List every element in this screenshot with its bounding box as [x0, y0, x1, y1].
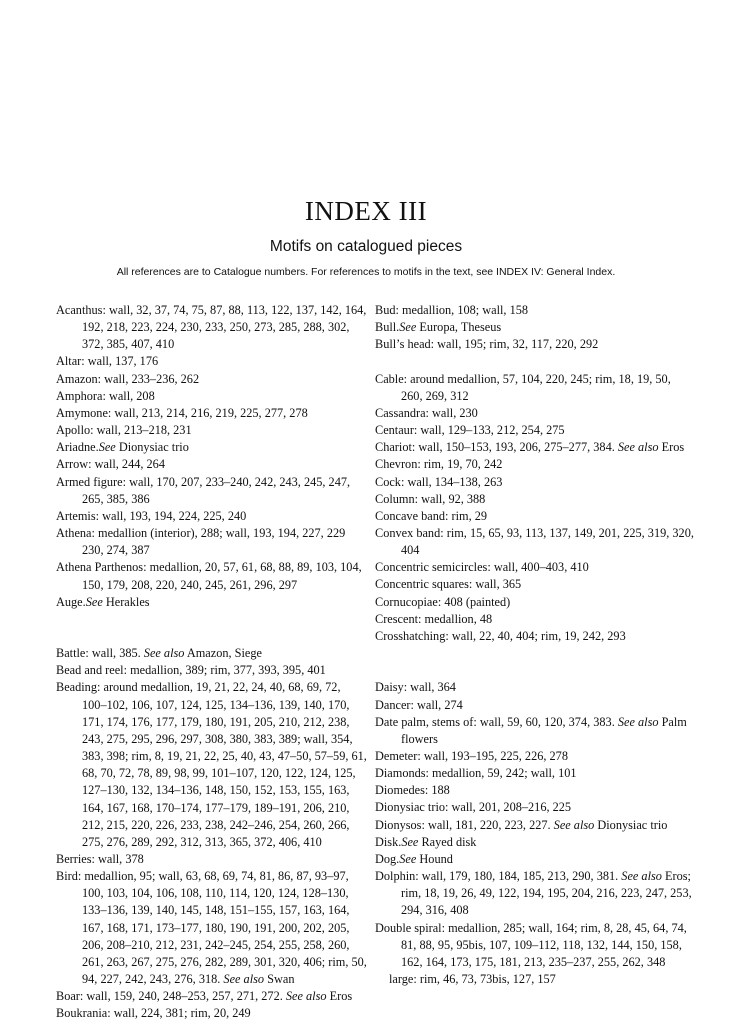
section-gap [375, 662, 695, 679]
index-references: wall, 32, 37, 74, 75, 87, 88, 113, 122, 137, 142, 164, 192, 218, 223, 224, 230, 233, 250, 273, 285, 288, 302, 372, 385, 407, 410 [82, 303, 367, 352]
index-term: Demeter: [375, 749, 421, 764]
index-references: Herakles [102, 594, 150, 609]
index-term: Arrow: [56, 457, 92, 472]
index-entry [375, 714, 695, 748]
index-references: rim, 19, 70, 242 [420, 457, 503, 472]
index-references: medallion, 20, 57, 61, 68, 88, 89, 103, 104, 150, 179, 208, 220, 240, 245, 261, 296, 297 [82, 560, 362, 592]
index-term: Concentric squares: [375, 577, 473, 592]
cross-reference-label: See [98, 440, 116, 455]
index-entry [375, 782, 695, 799]
index-references: wall, 193–195, 225, 226, 278 [420, 749, 568, 764]
index-column-left [56, 302, 368, 1023]
index-entry [375, 302, 695, 319]
section-gap [56, 611, 368, 628]
index-references: wall, 134–138, 263 [404, 474, 503, 489]
index-entry [375, 817, 695, 834]
cross-reference-label: See also [617, 714, 659, 729]
index-references: wall, 201, 208–216, 225 [448, 800, 572, 815]
index-term: Armed figure: [56, 474, 126, 489]
index-entry [375, 834, 695, 851]
index-term: Bull’s head: [375, 337, 435, 352]
index-references: medallion, 95; wall, 63, 68, 69, 74, 81, 86, 87, 93–97, 100, 103, 104, 106, 108, 110, 114, 120, 124, 128–130, 133–136, 139, 140, 145, 148, 151–155, 157, 163, 164, 167, 168, 171, 173–177, 180, 190, 191, 200, 202, 205, 206, 208–210, 212, 231, 242–245, 254, 255, 258, 260, 261, 263, 267, 275, 276, 282, 289, 301, 320, 406; rim, 50, 94, 227, 242, 243, 276, 318. [81, 869, 367, 987]
section-gap [375, 353, 695, 370]
index-references: 188 [428, 783, 450, 798]
index-term: Dog. [375, 851, 400, 866]
index-term: Auge. [56, 594, 86, 609]
index-references: wall, 137, 176 [84, 354, 159, 369]
index-term: Column: [375, 491, 419, 506]
index-entry [56, 594, 368, 611]
index-entry [375, 422, 695, 439]
index-references: wall, 159, 240, 248–253, 257, 271, 272. [83, 989, 286, 1004]
index-references: wall, 244, 264 [91, 457, 165, 472]
index-entry [56, 851, 368, 868]
page-subtitle: Motifs on catalogued pieces [269, 238, 463, 255]
index-references: rim, 46, 73, 73bis, 127, 157 [416, 972, 556, 987]
index-term: Daisy: [375, 680, 408, 695]
index-references: wall, 233–236, 262 [101, 371, 200, 386]
index-references: around medallion, 19, 21, 22, 24, 40, 68, 69, 72, 100–102, 106, 107, 124, 125, 134–136, 139, 140, 170, 171, 174, 176, 177, 179, 180, 191, 205, 210, 212, 238, 243, 275, 295, 296, 297, 308, 380, 383, 389; wall, 354, 383, 398; rim, 8, 19, 21, 22, 25, 40, 43, 47–50, 57–59, 61, 68, 70, 72, 78, 89, 98, 99, 101–107, 120, 122, 124, 125, 127–130, 132, 134–136, 148, 150, 152, 153, 155, 163, 164, 167, 168, 170–174, 177–179, 189–191, 206, 210, 212, 215, 220, 226, 233, 238, 242–246, 254, 260, 266, 275, 276, 289, 292, 312, 313, 365, 372, 406, 410 [82, 680, 367, 849]
index-references: wall, 179, 180, 184, 185, 213, 290, 381. [418, 869, 622, 884]
index-term: Amphora: [56, 388, 106, 403]
index-term: Altar: [56, 354, 85, 369]
index-term: Date palm, stems of: [375, 714, 477, 729]
index-references: rim, 29 [448, 508, 488, 523]
index-entry [375, 456, 695, 473]
index-term: Artemis: [56, 508, 100, 523]
cross-reference-label: See also [223, 972, 265, 987]
index-references: wall, 365 [472, 577, 522, 592]
index-references: medallion (interior), 288; wall, 193, 194, 227, 229 230, 274, 387 [82, 526, 346, 558]
index-references: around medallion, 57, 104, 220, 245; rim, 18, 19, 50, 260, 269, 312 [401, 371, 671, 403]
index-term: large: [389, 972, 417, 987]
cross-reference-label: See also [621, 869, 662, 884]
index-entry [375, 868, 695, 919]
index-term: Athena: [56, 526, 95, 541]
index-entry [375, 920, 695, 971]
index-references: wall, 378 [94, 851, 144, 866]
index-term: Amazon: [56, 371, 102, 386]
index-entry [56, 988, 368, 1005]
index-term: Chariot: [375, 440, 416, 455]
index-entry [375, 679, 695, 696]
cross-reference-label: See [399, 320, 417, 335]
index-term: Dancer: [375, 697, 414, 712]
index-entry [375, 765, 695, 782]
index-entry [375, 439, 695, 456]
index-entry [375, 851, 695, 868]
index-term: Concentric semicircles: [375, 560, 491, 575]
index-entry [375, 799, 695, 816]
index-entry [56, 1005, 368, 1022]
index-term: Double spiral: [375, 920, 446, 935]
index-entry [375, 474, 695, 491]
section-gap [56, 628, 368, 645]
cross-reference-target: Amazon, Siege [184, 646, 262, 661]
index-references: rim, 15, 65, 93, 113, 137, 149, 201, 225, 319, 320, 404 [401, 526, 694, 558]
index-references: wall, 213, 214, 216, 219, 225, 277, 278 [111, 405, 308, 420]
index-entry [375, 748, 695, 765]
index-entry [56, 679, 368, 851]
index-references: wall, 181, 220, 223, 227. [424, 817, 554, 832]
cross-reference-label: See also [143, 646, 185, 661]
index-entry [56, 474, 368, 508]
index-note: All references are to Catalogue numbers. For references to motifs in the text, see INDEX IV: General Index. [116, 266, 616, 278]
index-references: medallion, 389; rim, 377, 393, 395, 401 [127, 663, 326, 678]
index-entry [375, 697, 695, 714]
index-references: Europa, Theseus [416, 320, 502, 335]
index-entry [375, 576, 695, 593]
index-entry [375, 971, 695, 988]
index-term: Amymone: [56, 405, 112, 420]
index-entry [56, 662, 368, 679]
index-term: Bird: [56, 869, 82, 884]
index-references: Dionysiac trio [115, 440, 189, 455]
index-term: Bead and reel: [56, 663, 128, 678]
page-title: INDEX III [304, 196, 428, 226]
index-references: wall, 224, 381; rim, 20, 249 [110, 1006, 251, 1021]
index-column-right [375, 302, 695, 988]
index-references: wall, 170, 207, 233–240, 242, 243, 245, 247, 265, 385, 386 [82, 474, 351, 506]
index-references: wall, 59, 60, 120, 374, 383. [476, 714, 618, 729]
index-references: wall, 208 [105, 388, 155, 403]
index-entry [56, 422, 368, 439]
index-references: medallion, 108; wall, 158 [398, 303, 529, 317]
index-references: 408 (painted) [441, 594, 511, 609]
index-entry [56, 525, 368, 559]
cross-reference-target: Palm flowers [401, 714, 687, 746]
index-term: Battle: [56, 646, 89, 661]
index-term: Dolphin: [375, 869, 419, 884]
index-term: Diomedes: [375, 783, 429, 798]
index-entry [56, 388, 368, 405]
index-entry [56, 439, 368, 456]
cross-reference-target: Swan [264, 972, 295, 987]
index-entry [56, 456, 368, 473]
index-references: wall, 213–218, 231 [93, 423, 192, 438]
index-term: Concave band: [375, 508, 449, 523]
cross-reference-label: See also [617, 440, 659, 455]
index-term: Berries: [56, 851, 95, 866]
index-term: Dionysiac trio: [375, 800, 449, 815]
index-references: wall, 195; rim, 32, 117, 220, 292 [434, 337, 599, 352]
index-entry [56, 302, 368, 353]
index-term: Apollo: [56, 423, 94, 438]
cross-reference-label: See [85, 594, 103, 609]
index-term: Cable: [375, 371, 408, 386]
section-gap [375, 645, 695, 662]
index-references: wall, 274 [413, 697, 463, 712]
index-term: Bull. [375, 320, 400, 335]
cross-reference-target: Eros; rim, 18, 19, 26, 49, 122, 194, 195, 204, 216, 223, 247, 253, 294, 316, 408 [401, 869, 692, 918]
index-term: Athena Parthenos: [56, 560, 147, 575]
index-term: Beading: [56, 680, 101, 695]
index-references: wall, 230 [428, 405, 478, 420]
cross-reference-target: Dionysiac trio [594, 817, 668, 832]
index-entry [56, 371, 368, 388]
index-term: Crescent: [375, 611, 422, 626]
index-references: Hound [416, 851, 453, 866]
index-term: Cornucopiae: [375, 594, 442, 609]
index-term: Disk. [375, 834, 402, 849]
index-entry [375, 336, 695, 353]
index-entry [375, 525, 695, 559]
cross-reference-label: See also [285, 989, 327, 1004]
index-term: Cock: [375, 474, 405, 489]
index-term: Crosshatching: [375, 628, 449, 643]
index-entry [56, 868, 368, 988]
index-references: wall, 385. [88, 646, 144, 661]
index-term: Boukrania: [56, 1006, 111, 1021]
index-entry [375, 628, 695, 645]
cross-reference-label: See [399, 851, 417, 866]
index-references: medallion, 59, 242; wall, 101 [428, 766, 577, 781]
index-term: Acanthus: [56, 303, 106, 317]
index-entry [56, 405, 368, 422]
index-entry [375, 559, 695, 576]
index-entry [56, 559, 368, 593]
cross-reference-target: Eros [326, 989, 353, 1004]
index-term: Cassandra: [375, 405, 429, 420]
index-term: Bud: [375, 303, 399, 317]
index-term: Convex band: [375, 526, 444, 541]
index-references: wall, 400–403, 410 [490, 560, 589, 575]
index-references: medallion, 48 [421, 611, 493, 626]
index-entry [56, 508, 368, 525]
index-entry [375, 594, 695, 611]
index-entry [375, 405, 695, 422]
index-term: Centaur: [375, 423, 418, 438]
index-references: wall, 150–153, 193, 206, 275–277, 384. [415, 440, 618, 455]
index-entry [375, 508, 695, 525]
index-entry [56, 645, 368, 662]
index-term: Diamonds: [375, 766, 429, 781]
index-references: wall, 22, 40, 404; rim, 19, 242, 293 [448, 628, 626, 643]
index-references: Rayed disk [418, 834, 477, 849]
index-entry [375, 371, 695, 405]
index-references: wall, 364 [407, 680, 456, 695]
index-references: wall, 129–133, 212, 254, 275 [417, 423, 565, 438]
index-entry [375, 611, 695, 628]
cross-reference-label: See also [553, 817, 595, 832]
index-entry [375, 319, 695, 336]
index-entry [56, 353, 368, 370]
cross-reference-target: Eros [658, 440, 685, 455]
index-references: wall, 193, 194, 224, 225, 240 [99, 508, 247, 523]
index-references: wall, 92, 388 [418, 491, 486, 506]
index-term: Boar: [56, 989, 84, 1004]
index-term: Ariadne. [56, 440, 99, 455]
cross-reference-label: See [401, 834, 419, 849]
index-term: Chevron: [375, 457, 421, 472]
index-entry [375, 491, 695, 508]
index-term: Dionysos: [375, 817, 425, 832]
index-references: medallion, 285; wall, 164; rim, 8, 28, 45, 64, 74, 81, 88, 95, 95bis, 107, 109–112, 118, 132, 144, 150, 158, 162, 164, 173, 175, 181, 213, 235–237, 255, 262, 348 [401, 920, 687, 969]
